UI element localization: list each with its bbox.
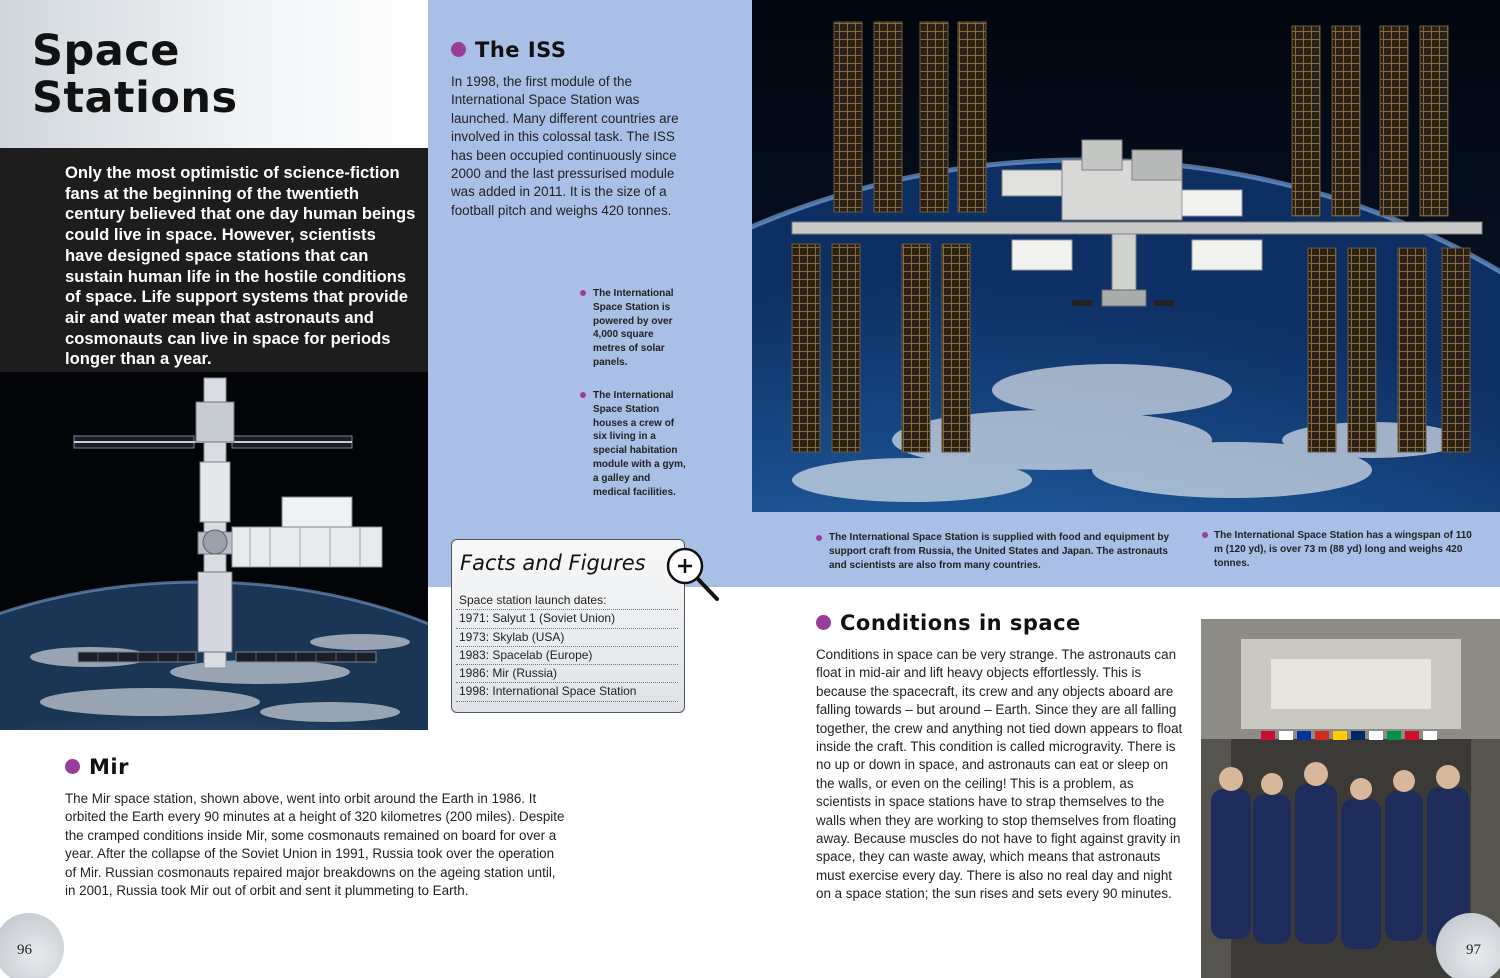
facts-row: 1983: Spacelab (Europe): [456, 647, 678, 665]
facts-row: 1986: Mir (Russia): [456, 665, 678, 683]
mir-station-illustration: [0, 372, 428, 730]
iss-body-text: In 1998, the first module of the International Space Station was launched. Many different countries are involved in this colossal task. The ISS has been occupied continuously since 2000 and the last pressurised module was added in 2011. It is the size of a football pitch and weighs 420 tonnes.: [451, 74, 679, 218]
facts-row: 1973: Skylab (USA): [456, 629, 678, 647]
page-corner-left: [0, 913, 64, 978]
intro-text: Only the most optimistic of science-fiction fans at the beginning of the twentieth century believed that one day human beings could live in space. However, scientists have designed space stations that can sustain human life in the hostile conditions of space. Life support systems that provide air and water mean that astronauts and cosmonauts can live in space for periods longer than a year.: [65, 163, 416, 369]
page-title-line2: Stations: [32, 73, 238, 123]
mir-heading-text: Mir: [89, 755, 129, 779]
iss-heading: [451, 38, 566, 62]
bullet-dot-icon: [65, 759, 80, 774]
mir-station-photo: [0, 372, 428, 730]
caption-crew: The International Space Station houses a crew of six living in a special habitation module with a gym, a galley and medical facilities.: [593, 390, 686, 498]
page-number-left: 96: [17, 942, 32, 958]
caption-supply: The International Space Station is supplied with food and equipment by support craft from Russia, the United States and Japan. The astronauts and scientists are also from many countries.: [829, 532, 1170, 571]
mir-heading: [65, 755, 129, 779]
iss-illustration: [752, 0, 1500, 512]
caption-bullet-icon: [580, 290, 586, 296]
bullet-dot-icon: [451, 42, 466, 57]
page-number-right: 97: [1466, 942, 1481, 958]
caption-bullet-icon: [580, 392, 586, 398]
page-title: [32, 28, 412, 122]
bullet-dot-icon: [816, 615, 831, 630]
conditions-heading-text: Conditions in space: [840, 611, 1081, 635]
caption-solar-power: The International Space Station is powered by over 4,000 square metres of solar panels.: [593, 288, 674, 368]
conditions-heading: [816, 611, 1081, 635]
facts-row: 1971: Salyut 1 (Soviet Union): [456, 610, 678, 628]
conditions-body-text: Conditions in space can be very strange. The astronauts can float in mid-air and lift heavy objects effortlessly. This is because the spacecraft, its crew and any objects aboard are falling towards – but around – Earth. Since they are all falling together, the crew and anything not tied down appears to float inside the craft. This condition is called microgravity. There is no up or down in space, and astronauts can eat or sleep on the walls, or even on the ceiling! This is a problem, as scientists in space stations have to strap themselves to the walls when they are working to stop themselves from floating away. Because muscles do not have to fight against gravity in space, they can waste away, which means that astronauts must exercise every day. There is also no real day and night on a space station; the sun rises and sets every 90 minutes.: [816, 647, 1183, 902]
facts-row-header: Space station launch dates:: [456, 592, 678, 610]
iss-heading-text: The ISS: [475, 38, 567, 62]
page-title-line1: Space: [32, 26, 180, 76]
facts-row: 1998: International Space Station: [456, 683, 678, 701]
caption-bullet-icon: [1202, 532, 1208, 538]
caption-wingspan: The International Space Station has a wingspan of 110 m (120 yd), is over 73 m (88 yd) long and weighs 420 tonnes.: [1214, 530, 1472, 569]
iss-photo: [752, 0, 1500, 512]
caption-bullet-icon: [816, 535, 822, 541]
facts-title: Facts and Figures: [460, 551, 646, 575]
facts-list: [456, 592, 678, 702]
mir-body-text: The Mir space station, shown above, went into orbit around the Earth in 1986. It orbited the Earth every 90 minutes at a height of 320 kilometres (200 miles). Despite the cramped conditions inside Mir, some cosmonauts remained on board for over a year. After the collapse of the Soviet Union in 1991, Russia took over the operation of Mir. Russian cosmonauts repaired major breakdowns on the ageing station until, in 2001, Russia took Mir out of orbit and sent it plummeting to Earth.: [65, 791, 565, 899]
